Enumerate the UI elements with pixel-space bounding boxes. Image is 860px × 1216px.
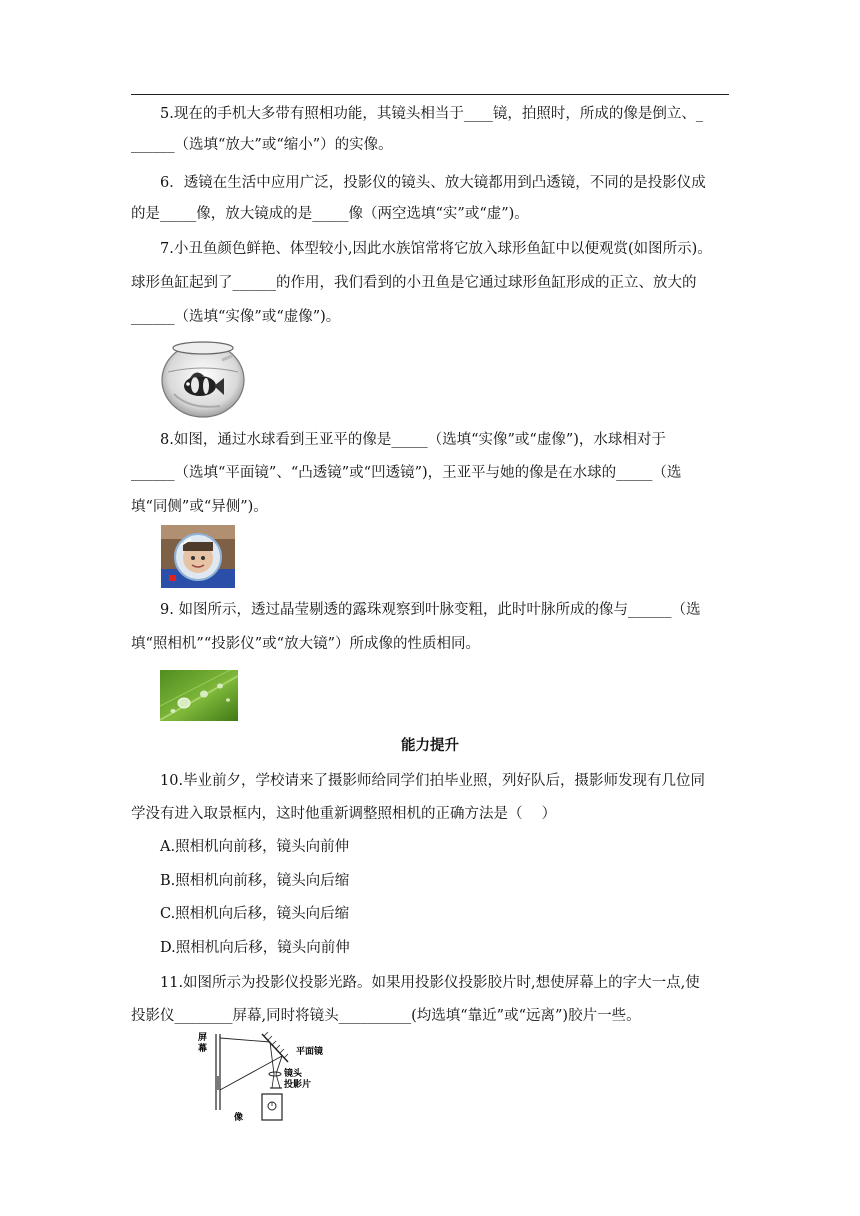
slide-label: 投影片 bbox=[284, 1080, 312, 1090]
q8-line2: ______（选填“平面镜”、“凸透镜”或“凹透镜”)，王亚平与她的像是在水球的_____（选 bbox=[131, 465, 682, 481]
q10-option-a: A.照相机向前移，镜头向前伸 bbox=[160, 839, 350, 855]
q7-line2: 球形鱼缸起到了______的作用，我们看到的小丑鱼是它通过球形鱼缸形成的正立、放大的 bbox=[131, 275, 697, 291]
screen-label: 屏 幕 bbox=[198, 1033, 208, 1054]
q11-line2: 投影仪________屏幕,同时将镜头__________(均选填“靠近”或“远离”)胶片一些。 bbox=[131, 1008, 641, 1024]
q9-line2: 填“照相机”“投影仪”或“放大镜”）所成像的性质相同。 bbox=[131, 636, 480, 652]
q5-line1: 5.现在的手机大多带有照相功能，其镜头相当于____镜，拍照时，所成的像是倒立、_ bbox=[160, 106, 704, 122]
q8-line1: 8.如图，通过水球看到王亚平的像是_____（选填“实像”或“虚像”)，水球相对于 bbox=[160, 432, 666, 448]
q9-line1: 9. 如图所示，透过晶莹剔透的露珠观察到叶脉变粗，此时叶脉所成的像与______（选 bbox=[160, 602, 701, 618]
water-sphere-image bbox=[161, 525, 235, 588]
q10-option-b: B.照相机向前移，镜头向后缩 bbox=[160, 873, 350, 889]
q7-line3: ______（选填“实像”或“虚像”)。 bbox=[131, 309, 341, 325]
q10-option-c: C.照相机向后移，镜头向后缩 bbox=[160, 906, 350, 922]
lamp-box bbox=[262, 1094, 282, 1120]
q8-line3: 填“同侧”或“异侧”)。 bbox=[131, 499, 268, 515]
lens-label: 镜头 bbox=[284, 1069, 303, 1079]
q6-line2: 的是_____像，放大镜成的是_____像（两空选填“实”或“虚”)。 bbox=[131, 206, 529, 222]
q5-line2: ______（选填“放大”或“缩小”）的实像。 bbox=[131, 137, 393, 153]
lens bbox=[269, 1072, 281, 1076]
mirror-label: 平面镜 bbox=[296, 1047, 324, 1057]
q6-line1: 6．透镜在生活中应用广泛，投影仪的镜头、放大镜都用到凸透镜，不同的是投影仪成 bbox=[160, 175, 706, 191]
q11-line1: 11.如图所示为投影仪投影光路。如果用投影仪投影胶片时,想使屏幕上的字大一点,使 bbox=[160, 975, 700, 991]
q7-line1: 7.小丑鱼颜色鲜艳、体型较小,因此水族馆常将它放入球形鱼缸中以便观赏(如图所示)。 bbox=[160, 241, 712, 257]
fishbowl-image bbox=[160, 338, 246, 418]
section-title: 能力提升 bbox=[401, 738, 459, 754]
dew-leaf-image bbox=[160, 670, 238, 721]
projector-diagram bbox=[192, 1030, 352, 1126]
q10-option-d: D.照相机向后移，镜头向前伸 bbox=[160, 940, 350, 956]
image-label: 像 bbox=[234, 1113, 244, 1123]
q10-line2: 学没有进入取景框内，这时他重新调整照相机的正确方法是（ ） bbox=[131, 806, 557, 822]
q10-line1: 10.毕业前夕，学校请来了摄影师给同学们拍毕业照，列好队后，摄影师发现有几位同 bbox=[160, 773, 706, 789]
header-rule bbox=[131, 94, 729, 95]
